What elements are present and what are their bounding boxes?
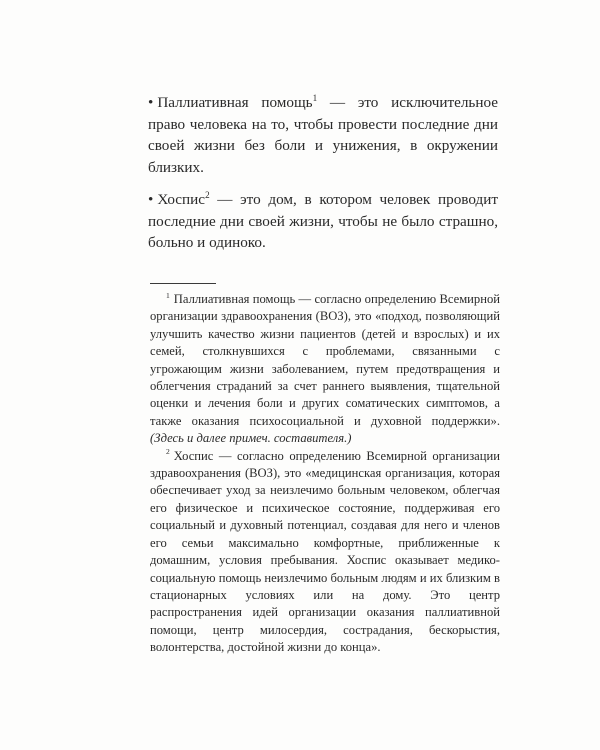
footnote-editor-note: (Здесь и далее примеч. составителя.)	[150, 431, 352, 446]
definition-paragraph-palliative	[148, 92, 498, 178]
footnote-number-1: 1	[166, 290, 170, 300]
bullet-marker: •	[148, 191, 154, 208]
footnote-text-1: Паллиативная помощь — согласно определению Всемирной организации здравоохранения (ВОЗ), это «подход, позволяющий улучшить качество жизни пациентов (детей и взрослых) и их семей, столкнувшихся с проблемами, связанными с угрожающим жизни заболеванием, путем предотвращения и облегчения страданий за счет раннего выявления, тщательной оценки и лечения боли и других соматических симптомов, а также оказания психосоциальной и духовной поддержки».	[150, 292, 500, 428]
footnote-number-2: 2	[166, 447, 170, 457]
footnote-1	[150, 291, 500, 448]
footnote-ref-1: 1	[312, 92, 318, 103]
term-hospice: Хоспис	[157, 191, 206, 208]
bullet-marker: •	[148, 94, 154, 111]
definition-paragraph-hospice	[148, 189, 498, 254]
footnote-text-2: Хоспис — согласно определению Всемирной организации здравоохранения (ВОЗ), это «медицинская организация, которая обеспечивает уход за неизлечимо больным человеком, облегчая его физическое и психическое состояние, поддерживая его социальный и духовный потенциал, создавая для него и членов его семьи максимально комфортные, приближенные к домашним, условия пребывания. Хоспис оказывает медико-социальную помощь неизлечимо больным людям и их близким в стационарных условиях или на дому. Это центр распространения идей организации оказания паллиативной помощи, центр милосердия, сострадания, бескорыстия, волонтерства, достойной жизни до конца».	[150, 448, 500, 655]
definition-text-palliative: — это исключительное право человека на то, чтобы провести последние дни своей жизни без боли и унижения, в окружении близких.	[148, 94, 498, 176]
footnote-separator	[150, 283, 216, 284]
footnote-2	[150, 448, 500, 657]
main-text	[148, 92, 498, 265]
term-palliative: Паллиативная помощь	[157, 94, 313, 111]
definition-text-hospice: — это дом, в котором человек проводит последние дни своей жизни, чтобы не было страшно, больно и одиноко.	[148, 191, 498, 251]
footnote-ref-2: 2	[205, 189, 210, 200]
footnotes	[150, 291, 500, 657]
